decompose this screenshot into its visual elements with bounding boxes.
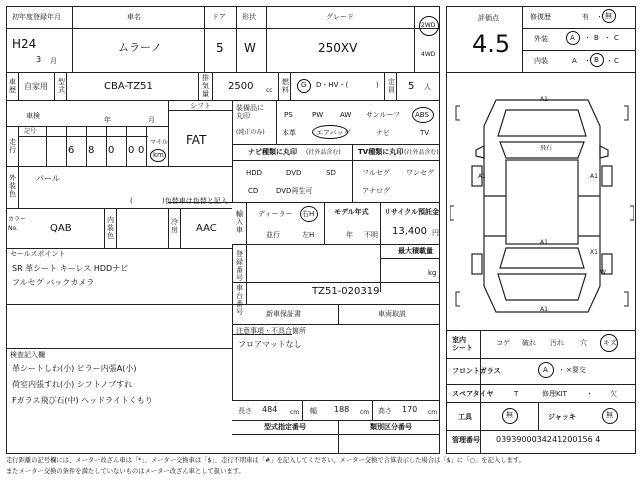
recycle-label: リサイクル預託金 [384, 208, 440, 216]
import-right: 右H [302, 210, 315, 218]
eq-navi: ナビ [376, 129, 390, 137]
model-year-label: モデル年式 [334, 208, 369, 216]
repair-label: 修復歴 [530, 13, 551, 21]
shape: W [244, 41, 256, 55]
tv-note: (社外品含む) [404, 149, 439, 156]
mileage-mile: マイル [150, 139, 168, 146]
sales-point-line-2: フルセグ バックカメラ [12, 278, 95, 287]
tv-analog: アナログ [362, 187, 390, 195]
model-year-year: 年 [346, 231, 353, 239]
sheet-koge: コゲ [496, 339, 510, 347]
inspector-line-3: Fガラス飛び石(中) ヘッドライトくもり [12, 396, 153, 405]
type-label: 型 式 [58, 78, 65, 94]
eq-leather: 本革 [282, 129, 296, 137]
spare-label: スペアタイヤ [452, 390, 494, 398]
notes-label: 注意事項・不具合箇所 [236, 327, 306, 335]
interior-c: C [614, 57, 619, 65]
mileage-label: 走 行 [9, 138, 16, 154]
mileage-digit-1: 6 [68, 145, 75, 156]
shape-label: 形状 [242, 13, 256, 21]
interior-b: B [594, 56, 599, 64]
tv-oneseg: ワンセグ [406, 169, 434, 177]
length-label: 長さ [238, 407, 252, 415]
sheet-ana: 穴 [580, 339, 587, 347]
eq-aw: AW [340, 111, 352, 119]
repair-yes: 有 [582, 13, 589, 21]
class-no: 類別区分番号 [370, 423, 412, 431]
equipment-label [236, 104, 274, 120]
use-label: 車 歴 [9, 78, 16, 94]
tools-label: 工具 [458, 413, 472, 421]
front-glass-sep: ・ [558, 366, 565, 374]
jack-none: 無 [606, 411, 613, 419]
inspection-month: 月 [148, 116, 155, 124]
diagram-a1-left: A1 [478, 173, 486, 180]
front-glass-x: ×要交 [566, 366, 586, 374]
shift-value: FAT [186, 133, 207, 147]
diagram-w: W [600, 269, 606, 276]
chassis-label: 車 台 番 号 [236, 284, 243, 316]
ac-value: AAC [196, 223, 217, 234]
fuel-close: ) [376, 81, 379, 89]
eq-pw: PW [312, 111, 324, 119]
color-code: QAB [50, 223, 72, 234]
interior-a: A [572, 57, 577, 65]
fuel-label: 燃 料 [282, 78, 289, 94]
navi-sd: SD [326, 169, 336, 177]
exterior-b: B [594, 34, 599, 42]
width-unit: cm [360, 409, 370, 416]
color-label: 外 装 色 [9, 174, 16, 198]
repair-no: 無 [605, 12, 612, 20]
diagram-a1-bottom: A1 [540, 306, 548, 313]
mileage-km: km [153, 151, 164, 159]
reg-year: H24 [12, 37, 37, 51]
exterior-sep-2: ・ [604, 34, 611, 42]
doors: 5 [216, 41, 224, 55]
equipment-label-text: 装備品に 丸印 [236, 104, 264, 120]
capacity: 5 [408, 81, 415, 92]
diagram-a1-front: A1 [540, 96, 548, 103]
inspector-line-2: 荷室内張すれ(小) シフトノブすれ [12, 380, 133, 389]
diagram-x1: X1 [590, 249, 598, 256]
exterior-label: 外装 [534, 35, 548, 43]
exterior-sep-1: ・ [584, 34, 591, 42]
type-cert: 型式指定番号 [264, 423, 306, 431]
navi-dvd: DVD [286, 169, 302, 177]
interior-sheet-label [452, 336, 478, 352]
color-value: パール [36, 174, 60, 183]
car-damage-diagram [450, 86, 634, 326]
spare-none: 欠 [610, 390, 617, 398]
grade-label: グレード [326, 13, 354, 21]
diagram-a1-rear: A1 [540, 239, 548, 246]
inspector-label: 検査記入欄 [10, 351, 45, 359]
navi-dvd-play: DVD再生可 [276, 187, 313, 195]
capacity-unit: 人 [424, 83, 431, 91]
tv-fullseg: フルセグ [362, 169, 390, 177]
mileage-note-label: 記号 [24, 128, 37, 135]
new-car-warranty: 新車保証書 [266, 310, 301, 318]
color-code-label [8, 215, 28, 233]
interior-sheet-label-text: 室内 シート [452, 336, 473, 352]
interior-sep-1: ・ [584, 57, 591, 65]
exterior-a: A [570, 34, 575, 42]
diagram-stone: 飛石 [540, 145, 553, 152]
color-code-label-text: カラー No. [8, 216, 27, 232]
sheet-yogore: 汚れ [550, 339, 564, 347]
footer-line-2: またメーター交換の条件を満たしていないものはメーター改ざん車として扱います。 [6, 468, 245, 475]
spare-kit: 修理KIT [542, 390, 567, 398]
eq-abs: ABS [415, 111, 429, 119]
footer-line-1: 走行距離の記号欄には、メーター改ざん車は「*」、メーター交換車は「$」、走行不明車は「#」を記入してください。メーター交換で合算表示した場合は「$」に「○」を記入します。 [6, 457, 525, 464]
mileage-digit-3: 0 [108, 145, 115, 156]
import-label: 輸 入 車 [236, 210, 243, 234]
use: 自家用 [24, 82, 48, 91]
jack-label: ジャッキ [548, 413, 576, 421]
plate-label: 登 録 番 号 [236, 250, 243, 282]
mgmt-label: 管理番号 [452, 436, 480, 444]
inspection-label: 車検 [26, 112, 40, 120]
mgmt-value: 0393900034241200156 4 [496, 435, 601, 444]
interior-sep-2: ・ [606, 57, 613, 65]
navi-cd: CD [248, 187, 259, 195]
height: 170 [402, 405, 418, 414]
mileage-digit-2: 8 [88, 145, 95, 156]
max-load-unit: kg [428, 269, 437, 277]
eq-tv: TV [420, 129, 430, 137]
capacity-label: 定 員 [388, 78, 395, 94]
grade: 250XV [318, 41, 358, 55]
inspector-line-1: 革シートしわ(小) ピラー内張A(小) [12, 364, 137, 373]
sales-point-line-1: SR 革シート キーレス HDDナビ [12, 264, 129, 273]
sales-point-label: セールスポイント [10, 250, 66, 258]
height-unit: cm [428, 409, 438, 416]
eq-airbag: エアバッグ [316, 129, 351, 137]
disp-unit: cc [266, 87, 273, 94]
spare-dash: ・ [586, 390, 593, 398]
tv-title: TV種類に丸印 [358, 148, 404, 156]
model: CBA-TZ51 [104, 81, 153, 92]
max-load-label: 最大積載量 [398, 247, 433, 255]
front-glass-a: A [543, 366, 548, 374]
recycle-unit: 円 [432, 229, 439, 237]
chassis-value: TZ51-020319 [312, 286, 380, 297]
color-note: )色替車は色替と記入 [162, 197, 228, 205]
exterior-c: C [614, 34, 619, 42]
reg-month-unit: 月 [50, 57, 57, 65]
drive-4wd: 4WD [421, 51, 436, 58]
drive-2wd: 2WD [421, 22, 436, 29]
repair-sep: ・ [596, 13, 603, 21]
eq-ps: PS [284, 111, 293, 119]
fuel-g: G [301, 81, 307, 89]
door-label: ドア [212, 13, 226, 21]
car-name-label: 車名 [127, 13, 141, 21]
length: 484 [262, 405, 278, 414]
reg-label: 初年度登録年月 [12, 13, 61, 21]
navi-note: (社外品含む) [306, 149, 341, 156]
navi-title: ナビ種類に丸印 [248, 148, 297, 156]
tools-none: 無 [506, 411, 513, 419]
import-dealer: ディーラー [258, 210, 293, 218]
manual: 車両取説 [378, 310, 406, 318]
disp: 2500 [228, 81, 254, 92]
ac-label: 冷 房 [171, 218, 178, 234]
width-label: 幅 [310, 407, 317, 415]
inspection-year: 年 [104, 116, 111, 124]
mileage-digit-4: 0 [128, 145, 135, 156]
import-parallel: 並行 [266, 231, 280, 239]
height-label: 高さ [378, 407, 392, 415]
notes-text: フロアマットなし [238, 340, 302, 349]
interior-color-label: 内 装 色 [107, 216, 114, 240]
fuel-rest: D・HV・( [316, 81, 349, 89]
interior-label: 内装 [534, 57, 548, 65]
width: 188 [334, 405, 350, 414]
score-label: 評価点 [478, 14, 499, 22]
reg-month: 3 [36, 55, 42, 64]
navi-hdd: HDD [246, 169, 263, 177]
car-name: ムラーノ [118, 41, 162, 54]
front-glass-label: フロントガラス [452, 367, 501, 375]
import-left: 左H [302, 231, 315, 239]
disp-label: 排 気 量 [202, 74, 209, 98]
color-paren-open: ( [130, 197, 133, 205]
spare-t: T [514, 390, 519, 398]
score-value: 4.5 [472, 30, 511, 58]
diagram-a1-right: A1 [590, 173, 598, 180]
model-year-unknown: 不明 [364, 231, 378, 239]
mileage-digit-5: 0 [138, 145, 145, 156]
sheet-kizu: キズ [603, 339, 617, 347]
shift-label: シフト [190, 102, 211, 110]
length-unit: cm [290, 409, 300, 416]
recycle-value: 13,400 [392, 226, 427, 237]
eq-sunroof: サンルーフ [366, 111, 401, 119]
equipment-sub: (純正のみ) [236, 129, 265, 136]
sheet-yabure: 破れ [522, 339, 536, 347]
